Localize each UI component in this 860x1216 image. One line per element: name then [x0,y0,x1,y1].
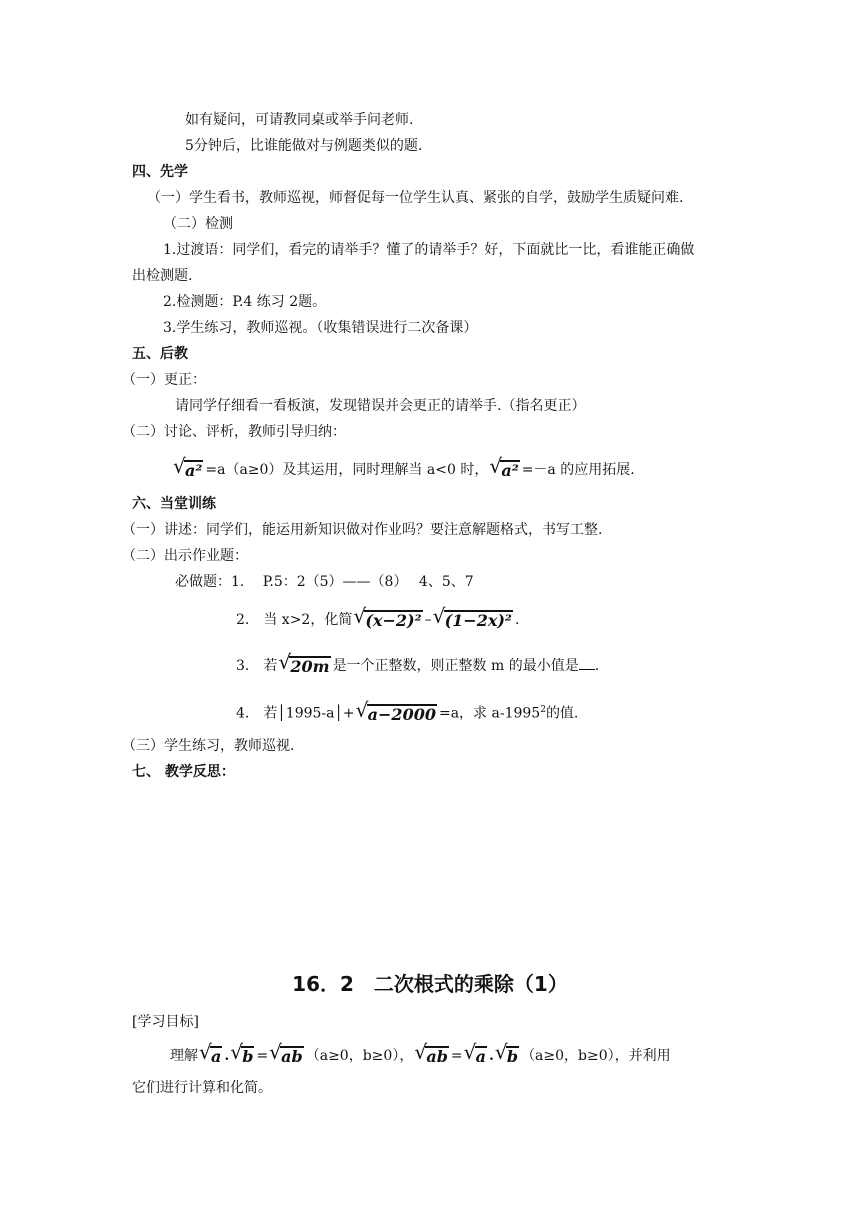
goal-formula-line: 理解 √ a . √ b = √ ab （a≥0，b≥0）， √ ab = √ a . √ b （a≥0，b≥0），并利用 [170,1040,671,1066]
sqrt-a-minus-2000: √ a−2000 [355,697,436,724]
exercise-4: 4. 若│1995-a│+ √ a−2000 =a，求 a-1995$^2$的值. [236,697,579,724]
text-line: （一）更正： [122,372,206,388]
section-heading: 四、先学 [132,164,188,180]
exercise-3: 3. 若 √ 20m 是一个正整数，则正整数 m 的最小值是 . [236,650,600,676]
section-heading: 六、当堂训练 [132,496,216,512]
sqrt-x-minus-2-squared: √ (x−2)² [353,604,422,630]
text-line: 2.检测题：P.4 练习 2题。 [163,294,327,310]
sqrt-a: √ a [463,1040,486,1066]
section-heading: 五、后教 [132,346,188,362]
answer-blank [579,657,595,670]
text-line: 出检测题. [132,268,193,284]
text-line: 请同学仔细看一看板演，发现错误并会更正的请举手.（指名更正） [175,398,586,414]
sqrt-a-squared: √ a² [489,454,519,480]
text-line: 5分钟后，比谁能做对与例题类似的题. [185,138,423,154]
text-line: （一）学生看书，教师巡视，师督促每一位学生认真、紧张的自学，鼓励学生质疑问难. [147,190,684,206]
sqrt-b: √ b [230,1040,254,1066]
text-line: （二）出示作业题： [122,548,248,564]
text-line: （一）讲述：同学们，能运用新知识做对作业吗？要注意解题格式，书写工整. [122,522,603,538]
text-line: （三）学生练习，教师巡视. [122,738,295,754]
sqrt-1-minus-2x-squared: √ (1−2x)² [432,604,512,630]
text-line: 1.过渡语：同学们，看完的请举手？懂了的请举手？好，下面就比一比，看谁能正确做 [163,242,695,258]
sqrt-b: √ b [494,1040,519,1066]
section-label: [学习目标] [132,1014,199,1030]
text-line: 它们进行计算和化简。 [132,1080,272,1096]
text-line: 必做题：1. P.5：2（5）——（8） 4、5、7 [175,574,474,590]
text-line: （二）检测 [163,216,233,232]
sqrt-ab: √ ab [269,1040,303,1066]
page-title: 16．2 二次根式的乘除（1） [292,972,568,996]
text-line: 3.学生练习，教师巡视。（收集错误进行二次备课） [163,320,478,336]
sqrt-a: √ a [199,1040,222,1066]
sqrt-20m: √ 20m [278,650,330,676]
exercise-2: 2. 当 x>2，化简 √ (x−2)² – √ (1−2x)² . [236,604,520,630]
sqrt-ab: √ ab [414,1040,448,1066]
formula-line: √ a² =a（a≥0）及其运用，同时理解当 a<0 时， √ a² =－a 的应用拓展. [173,454,635,480]
sqrt-a-squared: √ a² [173,454,203,480]
text-line: （二）讨论、评析，教师引导归纳： [122,424,346,440]
section-heading: 七、 教学反思： [132,764,235,780]
text-line: 如有疑问，可请教同桌或举手问老师. [185,112,414,128]
